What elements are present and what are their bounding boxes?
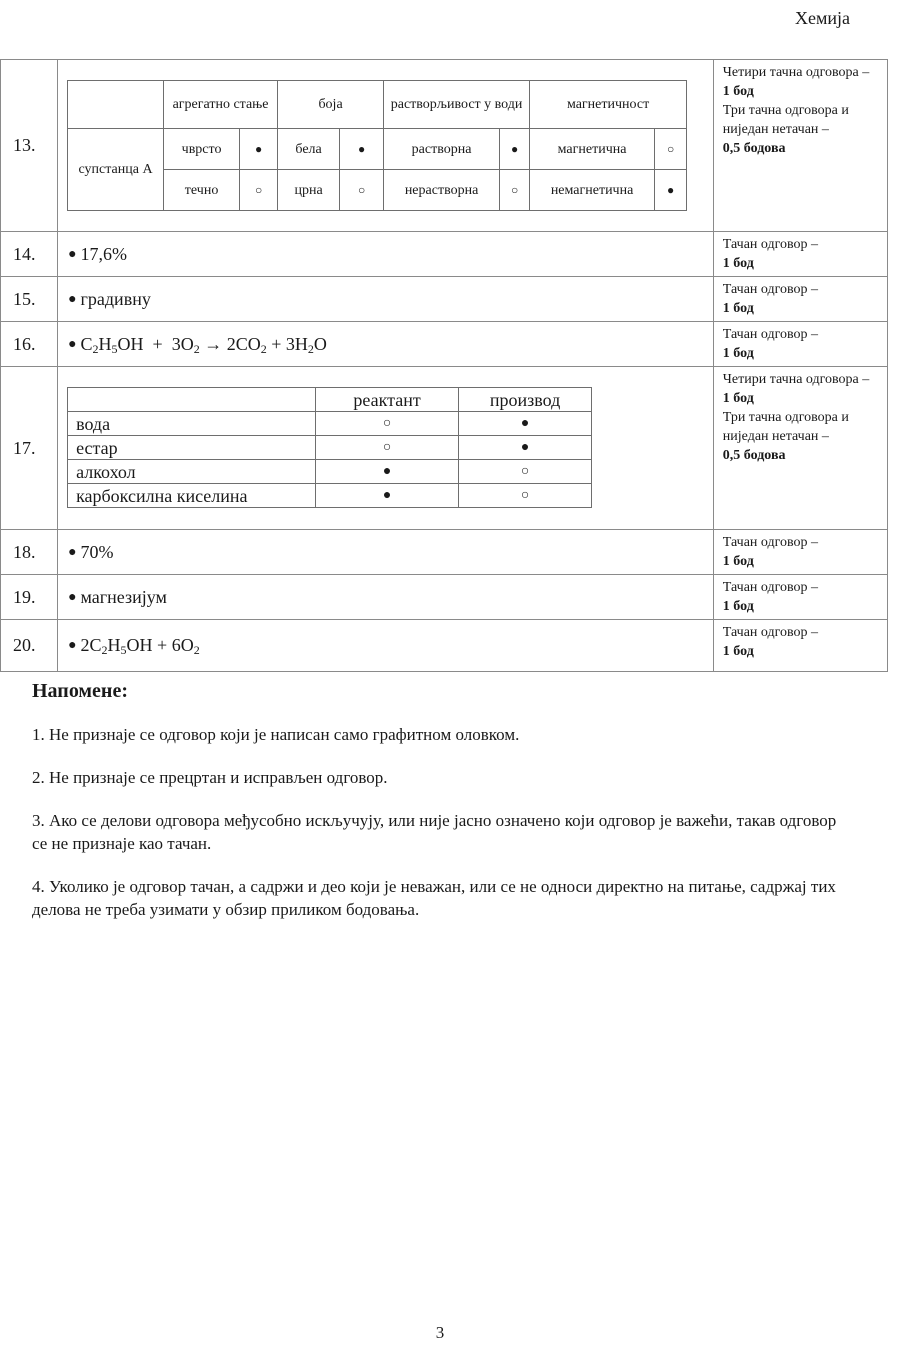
- answer-cell: [58, 367, 714, 530]
- bullet-icon: ●: [68, 336, 77, 352]
- answer-key-table: [0, 59, 888, 672]
- option-label: црна: [278, 170, 340, 211]
- eq-part: OH + 3O: [117, 333, 194, 354]
- answer-text: магнезијум: [80, 586, 167, 607]
- note-item: 3. Ако се делови одговора међусобно искључују, или није јасно означено који одговор је важећи, такав одговор се не признаје као тачан.: [32, 811, 837, 853]
- eq-part: → 2CO: [199, 333, 261, 354]
- answer-cell: [58, 322, 714, 367]
- filled-circle-icon: ●: [500, 129, 530, 170]
- page-number: 3: [435, 1323, 445, 1342]
- answer-text: 70%: [80, 541, 114, 562]
- question-number: 15.: [1, 277, 58, 322]
- eq-subscript: 2: [193, 341, 200, 356]
- empty-circle-icon: ○: [655, 129, 687, 170]
- points-value: 0,5 бодова: [722, 141, 786, 156]
- question-row-16: [1, 322, 888, 367]
- filled-circle-icon: ●: [316, 484, 459, 508]
- points-criterion: Тачан одговор –: [722, 535, 819, 550]
- points-cell: [713, 232, 887, 277]
- note-item: 4. Уколико је одговор тачан, а садржи и део који је неважан, или се не односи директно на питање, садржај тих делова не треба узимати у обзир приликом бодовања.: [32, 877, 836, 919]
- answer-text: градивну: [80, 288, 151, 309]
- question-row-18: [1, 530, 888, 575]
- question-number: 16.: [1, 322, 58, 367]
- column-header: растворљивост у води: [384, 81, 530, 129]
- question-row-13: [1, 60, 888, 232]
- empty-circle-icon: ○: [316, 412, 459, 436]
- points-criterion: Три тачна одговора и ниједан нетачан –: [722, 410, 849, 444]
- substance-label: вода: [68, 412, 316, 436]
- points-cell: [713, 620, 887, 672]
- option-label: нерастворна: [384, 170, 500, 211]
- question-number: 18.: [1, 530, 58, 575]
- filled-circle-icon: ●: [655, 170, 687, 211]
- points-cell: [713, 575, 887, 620]
- column-header: реактант: [316, 388, 459, 412]
- question-row-20: [1, 620, 888, 672]
- points-value: 1 бод: [722, 256, 754, 271]
- points-value: 1 бод: [722, 84, 754, 99]
- points-cell: [713, 277, 887, 322]
- points-criterion: Тачан одговор –: [722, 327, 819, 342]
- option-label: бела: [278, 129, 340, 170]
- eq-subscript: 5: [120, 643, 127, 657]
- document-subject-header: Хемија: [794, 8, 850, 28]
- question-row-17: [1, 367, 888, 530]
- filled-circle-icon: ●: [459, 412, 592, 436]
- substance-label: естар: [68, 436, 316, 460]
- points-value: 1 бод: [722, 346, 754, 361]
- points-cell: [713, 322, 887, 367]
- corner-cell: [68, 81, 164, 129]
- eq-subscript: 2: [92, 341, 99, 356]
- question-number: 20.: [1, 620, 58, 672]
- option-label: магнетична: [530, 129, 655, 170]
- eq-part: 2C: [80, 635, 102, 655]
- eq-subscript: 2: [260, 341, 267, 356]
- eq-part: + 3H: [266, 333, 308, 354]
- option-label: растворна: [384, 129, 500, 170]
- eq-subscript: 5: [111, 341, 118, 356]
- bullet-icon: ●: [68, 589, 77, 605]
- column-header: агрегатно стање: [164, 81, 278, 129]
- bullet-icon: ●: [68, 544, 77, 560]
- bullet-icon: ●: [68, 638, 77, 653]
- points-value: 1 бод: [722, 599, 754, 614]
- question-number: 19.: [1, 575, 58, 620]
- question-number: 17.: [1, 367, 58, 530]
- empty-circle-icon: ○: [459, 484, 592, 508]
- eq-part: OH + 6O: [126, 635, 194, 655]
- filled-circle-icon: ●: [459, 436, 592, 460]
- q17-reaction-table: [67, 387, 592, 508]
- column-header: магнетичност: [530, 81, 687, 129]
- chemical-equation: [81, 334, 327, 354]
- bullet-icon: ●: [68, 291, 77, 307]
- points-criterion: Тачан одговор –: [722, 237, 819, 252]
- empty-circle-icon: ○: [340, 170, 384, 211]
- empty-circle-icon: ○: [500, 170, 530, 211]
- question-row-15: [1, 277, 888, 322]
- corner-cell: [68, 388, 316, 412]
- points-criterion: Четири тачна одговора –: [722, 65, 870, 80]
- notes-section: [32, 680, 852, 941]
- column-header: производ: [459, 388, 592, 412]
- filled-circle-icon: ●: [240, 129, 278, 170]
- question-number: 14.: [1, 232, 58, 277]
- filled-circle-icon: ●: [340, 129, 384, 170]
- bullet-icon: ●: [68, 246, 77, 262]
- points-value: 0,5 бодова: [722, 448, 786, 463]
- answer-cell: [58, 277, 714, 322]
- empty-circle-icon: ○: [316, 436, 459, 460]
- substance-label: карбоксилна киселина: [68, 484, 316, 508]
- filled-circle-icon: ●: [316, 460, 459, 484]
- points-value: 1 бод: [722, 391, 754, 406]
- eq-part: C: [80, 333, 93, 354]
- empty-circle-icon: ○: [240, 170, 278, 211]
- eq-subscript: 2: [307, 341, 314, 356]
- eq-subscript: 2: [193, 643, 200, 657]
- points-criterion: Четири тачна одговора –: [722, 372, 870, 387]
- answer-cell: [58, 575, 714, 620]
- option-label: немагнетична: [530, 170, 655, 211]
- eq-part: H: [98, 333, 112, 354]
- row-label: супстанца А: [68, 129, 164, 211]
- points-value: 1 бод: [722, 644, 754, 659]
- column-header: боја: [278, 81, 384, 129]
- question-row-14: [1, 232, 888, 277]
- answer-cell: [58, 530, 714, 575]
- points-cell: [713, 60, 887, 232]
- points-criterion: Три тачна одговора и ниједан нетачан –: [722, 103, 849, 137]
- points-criterion: Тачан одговор –: [722, 282, 819, 297]
- points-criterion: Тачан одговор –: [722, 580, 819, 595]
- eq-part: H: [107, 635, 121, 655]
- eq-subscript: 2: [101, 643, 108, 657]
- answer-cell: [58, 232, 714, 277]
- answer-cell: [58, 620, 714, 672]
- note-item: 1. Не признаје се одговор који је написан само графитном оловком.: [32, 725, 520, 744]
- option-label: течно: [164, 170, 240, 211]
- points-cell: [713, 367, 887, 530]
- points-criterion: Тачан одговор –: [722, 625, 819, 640]
- notes-title: Напомене:: [32, 680, 128, 702]
- eq-part: O: [313, 333, 327, 354]
- note-item: 2. Не признаје се прецртан и исправљен одговор.: [32, 768, 388, 787]
- points-value: 1 бод: [722, 301, 754, 316]
- option-label: чврсто: [164, 129, 240, 170]
- points-cell: [713, 530, 887, 575]
- points-value: 1 бод: [722, 554, 754, 569]
- answer-text: 17,6%: [80, 243, 128, 264]
- q13-property-table: [67, 80, 687, 211]
- question-row-19: [1, 575, 888, 620]
- answer-cell: [58, 60, 714, 232]
- empty-circle-icon: ○: [459, 460, 592, 484]
- substance-label: алкохол: [68, 460, 316, 484]
- chemical-equation: [81, 635, 200, 655]
- question-number: 13.: [1, 60, 58, 232]
